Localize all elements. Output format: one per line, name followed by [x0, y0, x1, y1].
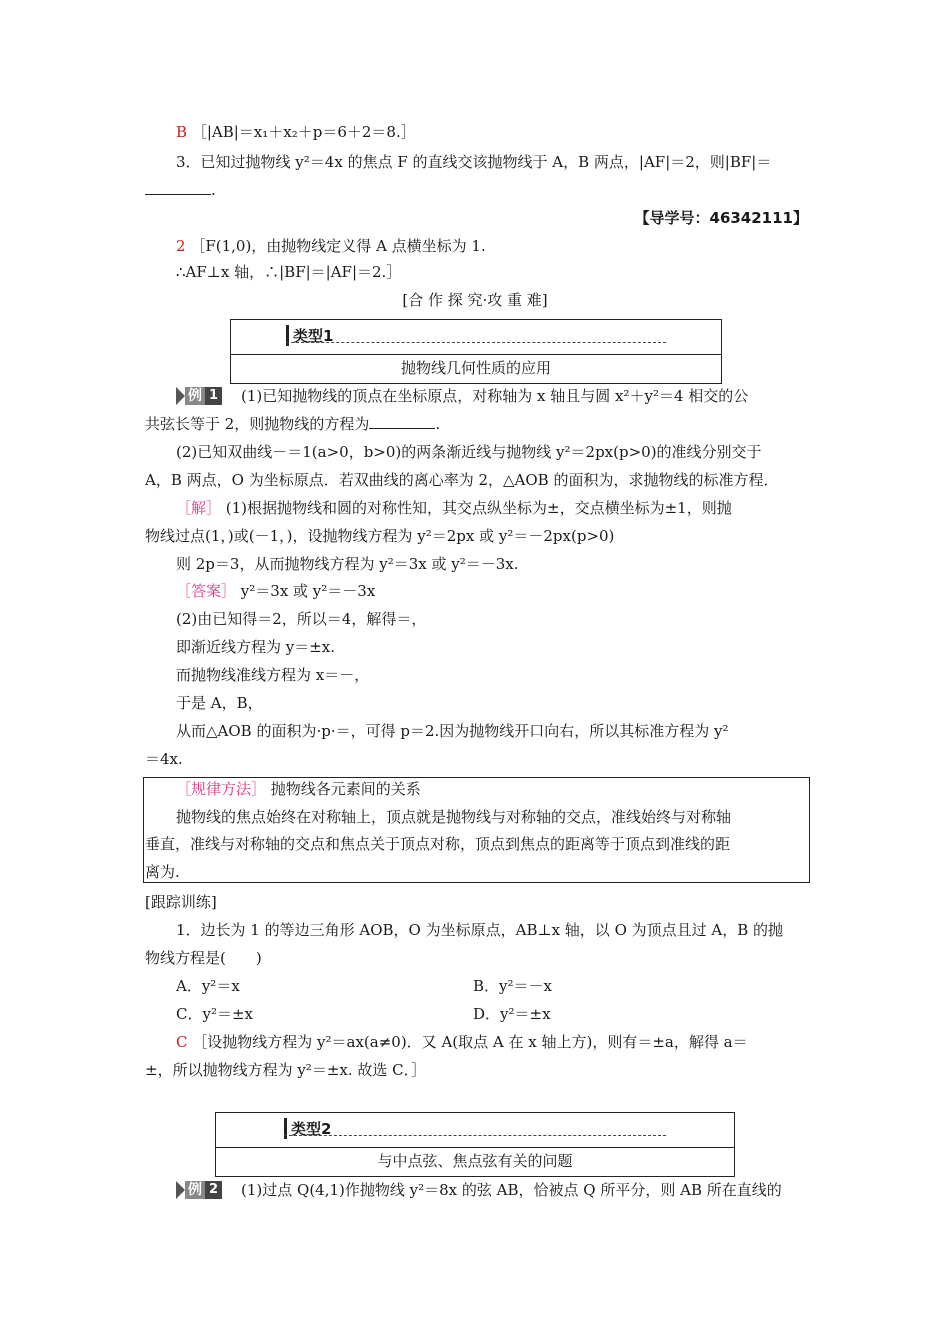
- example-1-part2: (2)已知双曲线－＝1(a>0，b>0)的两条渐近线与抛物线 y²＝2px(p>0)的准线分别交于: [176, 443, 762, 461]
- follow-answer: C ［设抛物线方程为 y²＝ax(a≠0)．又 A(取点 A 在 x 轴上方)，则有＝±a，解得 a＝: [176, 1033, 748, 1051]
- example-1-part1-cont: 共弦长等于 2，则抛物线的方程为 .: [145, 415, 441, 433]
- example-arrow-icon: [176, 387, 185, 405]
- type-1-tag: 类型1: [286, 325, 333, 346]
- guide-number: 【导学号：46342111】: [634, 209, 808, 227]
- solution-part2-d: 于是 A，B，: [176, 694, 263, 712]
- example-1-part2-cont: A，B 两点，O 为坐标原点．若双曲线的离心率为 2，△AOB 的面积为，求抛物线的标准方程．: [145, 471, 779, 489]
- method-body-2: 垂直，准线与对称轴的交点和焦点关于顶点对称，顶点到焦点的距离等于顶点到准线的距: [145, 835, 731, 853]
- type-1-title: 抛物线几何性质的应用: [400, 359, 551, 377]
- section-heading: [合 作 探 究·攻 重 难]: [402, 291, 548, 309]
- answer-line-2: [176, 122, 416, 142]
- example-1-badge: 例 1: [176, 387, 228, 405]
- answer-letter: B: [176, 123, 188, 141]
- follow-answer-letter: C: [176, 1033, 188, 1051]
- answer-3-value: 2: [176, 237, 186, 255]
- answer-blank: [145, 180, 211, 195]
- answer-explanation: ［|AB|＝x₁＋x₂＋p＝6＋2＝8.］: [191, 123, 416, 141]
- answer-tag: ［答案］: [176, 582, 237, 600]
- follow-answer-cont: ±，所以抛物线方程为 y²＝±x. 故选 C．］: [145, 1061, 427, 1079]
- solution-part2-f: ＝4x.: [145, 750, 183, 768]
- follow-question-1: 1．边长为 1 的等边三角形 AOB，O 为坐标原点，AB⊥x 轴，以 O 为顶点且过 A，B 的抛: [176, 921, 784, 939]
- method-body-1: 抛物线的焦点始终在对称轴上，顶点就是抛物线与对称轴的交点，准线始终与对称轴: [176, 808, 732, 826]
- solution-line-2: 物线过点(1，)或(－1，)，设抛物线方程为 y²＝2px 或 y²＝－2px(p>0): [145, 527, 615, 545]
- example-2-badge: 例 2: [176, 1181, 228, 1199]
- type-2-title: 与中点弦、焦点弦有关的问题: [377, 1152, 573, 1170]
- solution-part2-c: 而抛物线准线方程为 x＝－，: [176, 666, 370, 684]
- option-d: D．y²＝±x: [473, 1005, 551, 1023]
- method-tag: ［规律方法］: [176, 780, 267, 798]
- follow-question-1-cont: 物线方程是( ): [145, 949, 262, 967]
- type-1-box: [230, 319, 722, 384]
- example-arrow-icon: [176, 1181, 185, 1199]
- example-1-part1: (1)已知抛物线的顶点在坐标原点，对称轴为 x 轴且与圆 x²＋y²＝4 相交的公: [241, 387, 749, 405]
- answer-line: ［答案］ y²＝3x 或 y²＝－3x: [176, 582, 376, 600]
- solution-tag: ［解］: [176, 499, 222, 517]
- solution-part2-b: 即渐近线方程为 y＝±x.: [176, 638, 336, 656]
- question-3: 3．已知过抛物线 y²＝4x 的焦点 F 的直线交该抛物线于 A，B 两点，|AF|＝2，则|BF|＝: [176, 153, 772, 171]
- answer-3: [176, 236, 486, 256]
- solution-part2-e: 从而△AOB 的面积为·p·＝，可得 p＝2.因为抛物线开口向右，所以其标准方程为 y²: [176, 722, 729, 740]
- solution-line-3: 则 2p＝3，从而抛物线方程为 y²＝3x 或 y²＝－3x.: [176, 555, 519, 573]
- solution-line-1: ［解］ (1)根据抛物线和圆的对称性知，其交点纵坐标为±，交点横坐标为±1，则抛: [176, 499, 732, 517]
- option-b: B．y²＝－x: [473, 977, 552, 995]
- answer-blank: [369, 414, 435, 429]
- method-body-3: 离为.: [145, 863, 180, 881]
- option-a: A．y²＝x: [176, 977, 240, 995]
- solution-part2-a: (2)由已知得＝2，所以＝4，解得＝，: [176, 610, 427, 628]
- example-2-part1: (1)过点 Q(4,1)作抛物线 y²＝8x 的弦 AB，恰被点 Q 所平分，则 AB 所在直线的: [241, 1181, 782, 1199]
- type-2-tag: 类型2: [284, 1118, 331, 1139]
- answer-3-explanation: ［F(1,0)，由抛物线定义得 A 点横坐标为 1.: [190, 237, 486, 255]
- question-3-blank-line: .: [145, 180, 216, 200]
- follow-heading: [跟踪训练]: [145, 893, 217, 911]
- option-c: C．y²＝±x: [176, 1005, 253, 1023]
- method-heading: ［规律方法］ 抛物线各元素间的关系: [176, 780, 421, 798]
- answer-3-line2: ∴AF⊥x 轴，∴|BF|＝|AF|＝2.］: [176, 263, 402, 281]
- type-2-box: [215, 1112, 735, 1177]
